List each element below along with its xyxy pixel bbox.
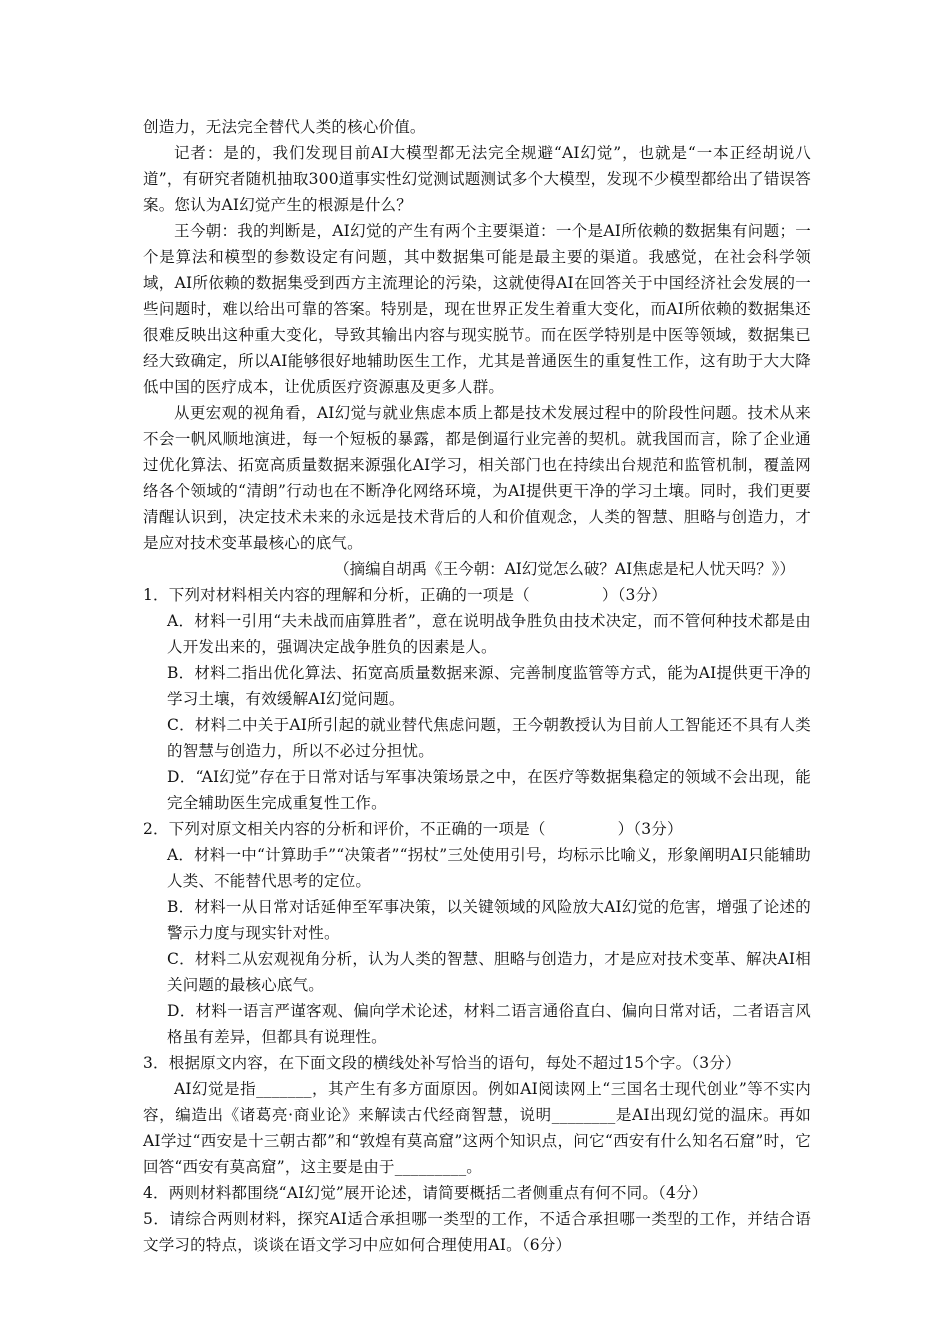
question-5 <box>143 1206 811 1258</box>
question-2-stem <box>143 816 811 842</box>
question-2-stem-start: 2．下列对原文相关内容的分析和评价，不正确的一项是（ <box>143 820 546 838</box>
question-3 <box>143 1050 811 1180</box>
question-4-stem: 4．两则材料都围绕“AI幻觉”展开论述，请简要概括二者侧重点有何不同。（4分） <box>143 1184 708 1202</box>
passage-source: （摘编自胡禹《王今朝：AI幻觉怎么破？AI焦虑是杞人忧天吗？》） <box>334 560 795 578</box>
question-5-stem: 5．请综合两则材料，探究AI适合承担哪一类型的工作，不适合承担哪一类型的工作，并结合语文学习的特点，谈谈在语文学习中应如何合理使用AI。（6分） <box>143 1210 811 1254</box>
question-1 <box>143 582 811 816</box>
passage-paragraph-1: 创造力，无法完全替代人类的核心价值。 <box>143 118 426 136</box>
question-2-option-a: A．材料一中“计算助手”“决策者”“拐杖”三处使用引号，均标示比喻义，形象阐明AI只能辅助人类、不能替代思考的定位。 <box>167 846 811 890</box>
question-2-stem-end: ）（3分） <box>617 820 683 838</box>
page-text <box>143 114 811 1258</box>
question-2-option-c: C．材料二从宏观视角分析，认为人类的智慧、胆略与创造力，才是应对技术变革、解决AI相关问题的最核心底气。 <box>167 950 811 994</box>
question-2-option-b: B．材料一从日常对话延伸至军事决策，以关键领域的风险放大AI幻觉的危害，增强了论述的警示力度与现实针对性。 <box>167 898 811 942</box>
passage-paragraph-2: 记者：是的，我们发现目前AI大模型都无法完全规避“AI幻觉”，也就是“一本正经胡说八道”，有研究者随机抽取300道事实性幻觉测试题测试多个大模型，发现不少模型都给出了错误答案。您认为AI幻觉产生的根源是什么？ <box>143 144 811 214</box>
question-3-passage: AI幻觉是指_______，其产生有多方面原因。例如AI阅读网上“三国名士现代创业”等不实内容，编造出《诸葛亮·商业论》来解读古代经商智慧，说明________是AI出现幻觉的温床。再如AI学过“西安是十三朝古都”和“敦煌有莫高窟”这两个知识点，问它“西安有什么知名石窟”时，它回答“西安有莫高窟”，这主要是由于_________。 <box>143 1080 811 1176</box>
question-1-stem-start: 1．下列对材料相关内容的理解和分析，正确的一项是（ <box>143 586 530 604</box>
question-1-option-c: C．材料二中关于AI所引起的就业替代焦虑问题，王今朝教授认为目前人工智能还不具有人类的智慧与创造力，所以不必过分担忧。 <box>167 716 811 760</box>
question-1-option-b: B．材料二指出优化算法、拓宽高质量数据来源、完善制度监管等方式，能为AI提供更干净的学习土壤，有效缓解AI幻觉问题。 <box>167 664 811 708</box>
question-4 <box>143 1180 811 1206</box>
question-2-option-d: D．材料一语言严谨客观、偏向学术论述，材料二语言通俗直白、偏向日常对话，二者语言风格虽有差异，但都具有说理性。 <box>167 1002 811 1046</box>
passage-paragraph-4: 从更宏观的视角看，AI幻觉与就业焦虑本质上都是技术发展过程中的阶段性问题。技术从来不会一帆风顺地演进，每一个短板的暴露，都是倒逼行业完善的契机。就我国而言，除了企业通过优化算法、拓宽高质量数据来源强化AI学习，相关部门也在持续出台规范和监管机制，覆盖网络各个领域的“清朗”行动也在不断净化网络环境，为AI提供更干净的学习土壤。同时，我们更要清醒认识到，决定技术未来的永远是技术背后的人和价值观念，人类的智慧、胆略与创造力，才是应对技术变革最核心的底气。 <box>143 404 811 552</box>
question-1-stem <box>143 582 811 608</box>
question-2 <box>143 816 811 1050</box>
question-1-option-d: D．“AI幻觉”存在于日常对话与军事决策场景之中，在医疗等数据集稳定的领域不会出现，能完全辅助医生完成重复性工作。 <box>167 768 811 812</box>
question-3-stem: 3．根据原文内容，在下面文段的横线处补写恰当的语句，每处不超过15个字。（3分） <box>143 1054 741 1072</box>
passage-paragraph-3: 王今朝：我的判断是，AI幻觉的产生有两个主要渠道：一个是AI所依赖的数据集有问题；一个是算法和模型的参数设定有问题，其中数据集可能是最主要的渠道。我感觉，在社会科学领域，AI所依赖的数据集受到西方主流理论的污染，这就使得AI在回答关于中国经济社会发展的一些问题时，难以给出可靠的答案。特别是，现在世界正发生着重大变化，而AI所依赖的数据集还很难反映出这种重大变化，导致其输出内容与现实脱节。而在医学特别是中医等领域，数据集已经大致确定，所以AI能够很好地辅助医生工作，尤其是普通医生的重复性工作，这有助于大大降低中国的医疗成本，让优质医疗资源惠及更多人群。 <box>143 222 811 396</box>
question-1-stem-end: ）（3分） <box>601 586 667 604</box>
question-1-option-a: A．材料一引用“夫未战而庙算胜者”，意在说明战争胜负由技术决定，而不管何种技术都是由人开发出来的，强调决定战争胜负的因素是人。 <box>167 612 811 656</box>
